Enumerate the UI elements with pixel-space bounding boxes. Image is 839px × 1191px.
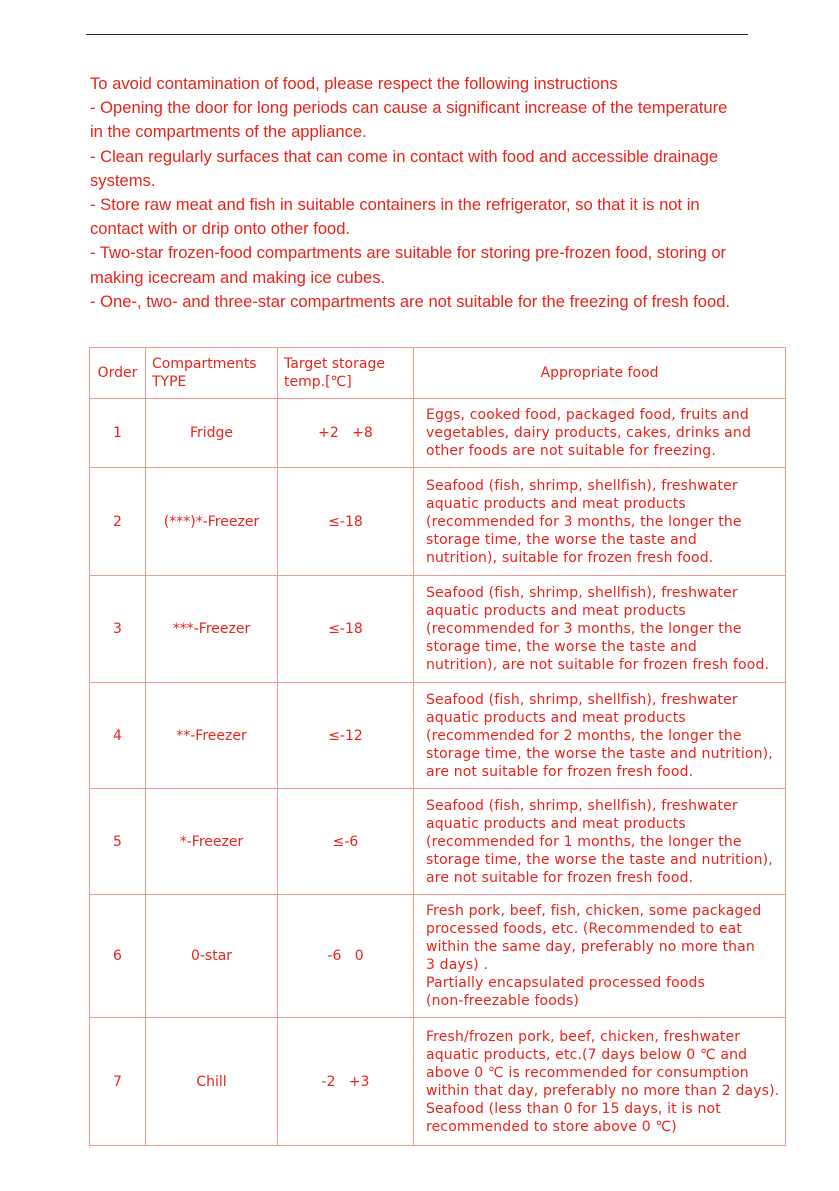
row-appropriate-food [414, 789, 786, 895]
table-row [90, 683, 786, 789]
instruction-line: in the compartments of the appliance. [90, 122, 367, 142]
table-row [90, 895, 786, 1018]
instruction-line: - Clean regularly surfaces that can come in contact with food and accessible drainage [90, 146, 719, 166]
row-compartment-type: Chill [146, 1018, 278, 1146]
food-line: aquatic products and meat products [426, 709, 686, 726]
row-compartment-type: ***-Freezer [146, 576, 278, 683]
row-appropriate-food [414, 1018, 786, 1146]
header-type-line1: Compartments [152, 356, 257, 372]
food-line: (recommended for 3 months, the longer the [426, 513, 742, 530]
food-line: Seafood (fish, shrimp, shellfish), freshwater [426, 477, 738, 494]
table-row [90, 789, 786, 895]
food-line: nutrition), suitable for frozen fresh food. [426, 549, 714, 566]
instructions-intro: To avoid contamination of food, please respect the following instructions [90, 74, 618, 93]
instruction-line: systems. [90, 170, 156, 190]
row-order: 7 [90, 1018, 146, 1146]
instruction-line: - Store raw meat and fish in suitable containers in the refrigerator, so that it is not in [90, 195, 700, 215]
row-compartment-type: (***)*-Freezer [146, 468, 278, 576]
food-line: (recommended for 3 months, the longer the [426, 621, 742, 637]
row-target-temp: -2 +3 [278, 1018, 414, 1146]
row-compartment-type: Fridge [146, 399, 278, 468]
row-order: 5 [90, 789, 146, 895]
food-line: Eggs, cooked food, packaged food, fruits and [426, 407, 749, 423]
row-compartment-type: 0-star [146, 895, 278, 1018]
row-order: 2 [90, 468, 146, 576]
food-line: storage time, the worse the taste and nutrition), [426, 851, 773, 868]
food-line: above 0 ℃ is recommended for consumption [426, 1064, 749, 1081]
row-target-temp: ≤-6 [278, 789, 414, 895]
table-header-row [90, 348, 786, 399]
header-rule [86, 34, 748, 35]
header-compartment-type [146, 348, 278, 399]
food-line: vegetables, dairy products, cakes, drinks and [426, 425, 751, 441]
row-compartment-type: **-Freezer [146, 683, 278, 789]
food-line: aquatic products and meat products [426, 495, 686, 512]
table-row [90, 1018, 786, 1146]
food-line: (recommended for 1 months, the longer the [426, 833, 742, 850]
food-line: are not suitable for frozen fresh food. [426, 869, 694, 886]
food-line: are not suitable for frozen fresh food. [426, 763, 694, 780]
instruction-line: - Two-star frozen-food compartments are suitable for storing pre-frozen food, storing or [90, 243, 727, 263]
row-order: 4 [90, 683, 146, 789]
food-line: Seafood (fish, shrimp, shellfish), freshwater [426, 797, 738, 814]
food-line: processed foods, etc. (Recommended to eat [426, 921, 742, 937]
food-line: within that day, preferably no more than 2 days). [426, 1082, 780, 1099]
food-line: Seafood (fish, shrimp, shellfish), freshwater [426, 691, 738, 708]
storage-table [89, 347, 786, 1146]
row-appropriate-food [414, 399, 786, 468]
row-target-temp: ≤-12 [278, 683, 414, 789]
food-line: recommended to store above 0 ℃) [426, 1118, 677, 1135]
food-line: storage time, the worse the taste and nutrition), [426, 745, 773, 762]
food-line: (recommended for 2 months, the longer the [426, 727, 742, 744]
food-line: Fresh/frozen pork, beef, chicken, freshwater [426, 1028, 741, 1045]
row-order: 6 [90, 895, 146, 1018]
food-line: storage time, the worse the taste and [426, 531, 697, 548]
food-line: Seafood (less than 0 for 15 days, it is not [426, 1100, 721, 1117]
header-type-line2: TYPE [152, 374, 187, 390]
instructions-block [90, 72, 780, 314]
row-order: 1 [90, 399, 146, 468]
food-line: 3 days) . [426, 957, 489, 973]
row-target-temp: +2 +8 [278, 399, 414, 468]
instruction-line: making icecream and making ice cubes. [90, 267, 386, 287]
table-row [90, 399, 786, 468]
row-target-temp: -6 0 [278, 895, 414, 1018]
food-line: aquatic products and meat products [426, 603, 686, 619]
food-line: (non-freezable foods) [426, 993, 580, 1009]
food-line: aquatic products, etc.(7 days below 0 ℃ and [426, 1046, 748, 1063]
row-appropriate-food [414, 576, 786, 683]
instruction-line: - Opening the door for long periods can cause a significant increase of the temperature [90, 98, 728, 118]
food-line: Seafood (fish, shrimp, shellfish), freshwater [426, 585, 738, 601]
header-target-temp [278, 348, 414, 399]
row-order: 3 [90, 576, 146, 683]
header-temp-line2: temp.[℃] [284, 374, 352, 390]
row-target-temp: ≤-18 [278, 468, 414, 576]
header-temp-line1: Target storage [284, 356, 385, 372]
food-line: aquatic products and meat products [426, 815, 686, 832]
food-line: Partially encapsulated processed foods [426, 975, 706, 991]
instruction-line: - One-, two- and three-star compartments are not suitable for the freezing of fresh food. [90, 291, 731, 311]
row-target-temp: ≤-18 [278, 576, 414, 683]
header-appropriate-food: Appropriate food [414, 348, 786, 399]
header-order: Order [90, 348, 146, 399]
food-line: storage time, the worse the taste and [426, 639, 697, 655]
instruction-line: contact with or drip onto other food. [90, 219, 351, 239]
row-appropriate-food [414, 468, 786, 576]
row-appropriate-food [414, 683, 786, 789]
food-line: other foods are not suitable for freezing. [426, 443, 716, 459]
food-line: nutrition), are not suitable for frozen fresh food. [426, 657, 770, 673]
table-row [90, 576, 786, 683]
table-row [90, 468, 786, 576]
food-line: within the same day, preferably no more than [426, 939, 755, 955]
row-compartment-type: *-Freezer [146, 789, 278, 895]
food-line: Fresh pork, beef, fish, chicken, some packaged [426, 903, 762, 919]
row-appropriate-food [414, 895, 786, 1018]
